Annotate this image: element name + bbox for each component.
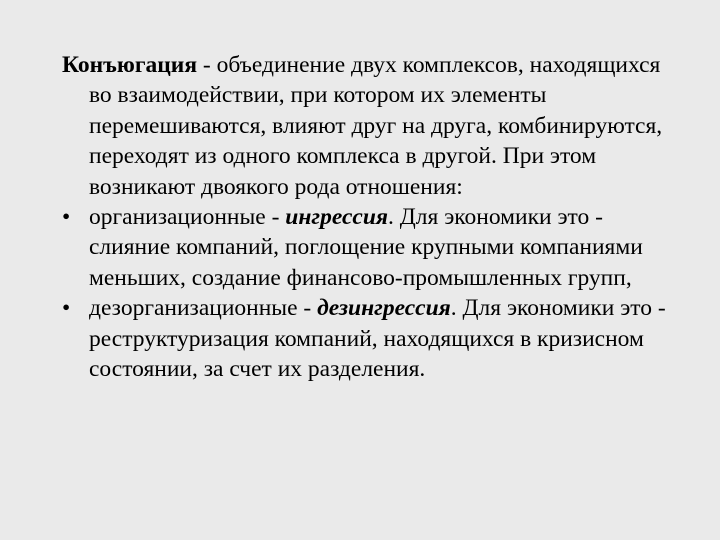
definition-text: - объединение двух комплексов, находящихся во взаимодействии, при котором их элементы перемешиваются, влияют друг на друга, комбинируются, переходят из одного комплекса в другой. При этом возникают двоякого рода отношения: xyxy=(89,52,663,200)
bullet-prefix: организационные - xyxy=(89,204,286,231)
slide-content xyxy=(62,50,682,384)
bullet-item-organizational xyxy=(62,202,682,293)
bullet-term-ingression: ингрессия xyxy=(285,204,388,231)
bullet-marker: • xyxy=(62,295,71,322)
definition-paragraph xyxy=(62,50,682,202)
bullet-item-disorganizational xyxy=(62,293,682,384)
bullet-text: . Для экономики это - реструктуризация компаний, находящихся в кризисном состоянии, за счет их разделения. xyxy=(89,295,666,383)
bullet-term-disingression: дезингрессия xyxy=(317,295,451,322)
definition-term: Конъюгация xyxy=(62,52,198,78)
bullet-text: . Для экономики это - слияние компаний, поглощение крупными компаниями меньших, создание финансово-промышленных групп, xyxy=(89,204,643,291)
bullet-marker: • xyxy=(62,204,71,231)
bullet-prefix: дезорганизационные - xyxy=(89,295,318,322)
